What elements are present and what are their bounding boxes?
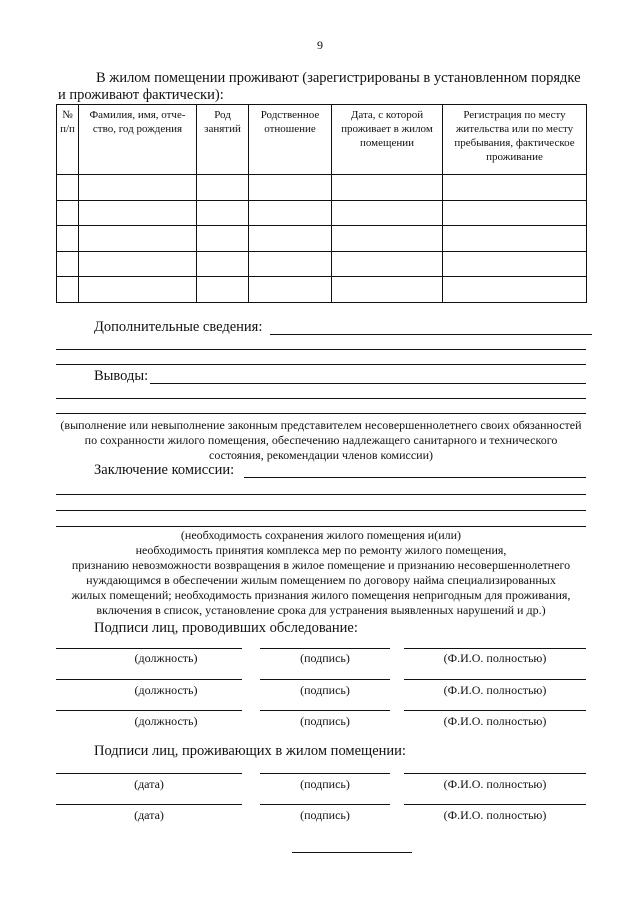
name-caption: (Ф.И.О. полностью) bbox=[443, 714, 547, 728]
commission-caption-line: нуждающимся в обеспечении жилым помещением по договору найма специализированных bbox=[86, 573, 556, 587]
header-full-name: Фамилия, имя, отче- ство, год рождения bbox=[79, 105, 197, 175]
table-cell[interactable] bbox=[443, 277, 587, 303]
header-registration: Регистрация по месту жительства или по месту пребывания, фактическое проживание bbox=[443, 105, 587, 175]
table-cell[interactable] bbox=[79, 277, 197, 303]
page-number: 9 bbox=[317, 38, 323, 52]
table-cell[interactable] bbox=[197, 277, 249, 303]
table-cell[interactable] bbox=[57, 200, 79, 226]
header-number: № п/п bbox=[57, 105, 79, 175]
signature-caption: (подпись) bbox=[300, 714, 350, 728]
name-line[interactable] bbox=[404, 710, 586, 711]
residents-signatures-heading: Подписи лиц, проживающих в жилом помещении: bbox=[94, 743, 406, 759]
header-residence-date: Дата, с которой проживает в жилом помещении bbox=[332, 105, 443, 175]
signature-line[interactable] bbox=[260, 679, 390, 680]
additional-info-line[interactable] bbox=[56, 364, 586, 365]
table-cell[interactable] bbox=[57, 226, 79, 252]
table-cell[interactable] bbox=[249, 251, 332, 277]
table-cell[interactable] bbox=[332, 200, 443, 226]
table-cell[interactable] bbox=[79, 200, 197, 226]
name-line[interactable] bbox=[404, 679, 586, 680]
signature-caption: (подпись) bbox=[300, 651, 350, 665]
additional-info-line[interactable] bbox=[270, 334, 592, 335]
additional-info-label: Дополнительные сведения: bbox=[94, 319, 266, 336]
table-cell[interactable] bbox=[197, 226, 249, 252]
conclusions-line[interactable] bbox=[56, 398, 586, 399]
table-cell[interactable] bbox=[79, 251, 197, 277]
table-row bbox=[57, 226, 587, 252]
table-cell[interactable] bbox=[197, 175, 249, 201]
table-cell[interactable] bbox=[249, 226, 332, 252]
table-cell[interactable] bbox=[57, 277, 79, 303]
signature-line[interactable] bbox=[260, 773, 390, 774]
table-cell[interactable] bbox=[249, 200, 332, 226]
commission-caption bbox=[56, 528, 586, 618]
position-caption: (должность) bbox=[134, 651, 198, 665]
signature-caption: (подпись) bbox=[300, 808, 350, 822]
position-caption: (должность) bbox=[134, 714, 198, 728]
table-cell[interactable] bbox=[443, 251, 587, 277]
footer-divider bbox=[292, 852, 412, 853]
table-cell[interactable] bbox=[443, 226, 587, 252]
inspectors-heading: Подписи лиц, проводивших обследование: bbox=[94, 620, 358, 636]
signature-caption: (подпись) bbox=[300, 683, 350, 697]
table-cell[interactable] bbox=[332, 175, 443, 201]
position-line[interactable] bbox=[56, 648, 242, 649]
table-cell[interactable] bbox=[197, 251, 249, 277]
commission-line[interactable] bbox=[244, 477, 586, 478]
commission-line[interactable] bbox=[56, 494, 586, 495]
commission-caption-line: необходимость принятия комплекса мер по ремонту жилого помещения, bbox=[135, 543, 507, 557]
table-cell[interactable] bbox=[332, 226, 443, 252]
commission-line[interactable] bbox=[56, 510, 586, 511]
date-caption: (дата) bbox=[134, 808, 164, 822]
table-cell[interactable] bbox=[332, 251, 443, 277]
table-cell[interactable] bbox=[79, 175, 197, 201]
commission-caption-line: признанию невозможности возвращения в жилое помещение и признанию несовершеннолетнего bbox=[71, 558, 571, 572]
commission-caption-line: включения в список, установление срока для устранения выявленных нарушений и др.) bbox=[96, 603, 546, 617]
date-caption: (дата) bbox=[134, 777, 164, 791]
table-cell[interactable] bbox=[249, 277, 332, 303]
table-row bbox=[57, 175, 587, 201]
additional-info-line[interactable] bbox=[56, 349, 586, 350]
position-caption: (должность) bbox=[134, 683, 198, 697]
commission-label: Заключение комиссии: bbox=[94, 462, 238, 479]
table-cell[interactable] bbox=[197, 200, 249, 226]
table-cell[interactable] bbox=[443, 175, 587, 201]
table-header-row bbox=[57, 105, 587, 175]
table-row bbox=[57, 200, 587, 226]
conclusions-label: Выводы: bbox=[94, 368, 152, 385]
name-line[interactable] bbox=[404, 773, 586, 774]
intro-text bbox=[58, 70, 588, 104]
name-line[interactable] bbox=[404, 648, 586, 649]
name-caption: (Ф.И.О. полностью) bbox=[443, 683, 547, 697]
name-line[interactable] bbox=[404, 804, 586, 805]
table-cell[interactable] bbox=[443, 200, 587, 226]
name-caption: (Ф.И.О. полностью) bbox=[443, 808, 547, 822]
intro-line-2: и проживают фактически): bbox=[58, 87, 224, 103]
table-cell[interactable] bbox=[332, 277, 443, 303]
table-row bbox=[57, 277, 587, 303]
signature-line[interactable] bbox=[260, 710, 390, 711]
header-relationship: Родственное отношение bbox=[249, 105, 332, 175]
commission-caption-line: (необходимость сохранения жилого помещения и(или) bbox=[180, 528, 462, 542]
intro-line-1: В жилом помещении проживают (зарегистрированы в установленном порядке bbox=[96, 70, 581, 86]
table-cell[interactable] bbox=[249, 175, 332, 201]
name-caption: (Ф.И.О. полностью) bbox=[443, 651, 547, 665]
signature-line[interactable] bbox=[260, 648, 390, 649]
date-line[interactable] bbox=[56, 773, 242, 774]
residents-table bbox=[56, 104, 587, 303]
commission-caption-line: жилых помещений; необходимость признания жилого помещения непригодным для проживания, bbox=[71, 588, 571, 602]
table-row bbox=[57, 251, 587, 277]
position-line[interactable] bbox=[56, 710, 242, 711]
table-cell[interactable] bbox=[57, 251, 79, 277]
signature-caption: (подпись) bbox=[300, 777, 350, 791]
conclusions-line[interactable] bbox=[150, 383, 586, 384]
conclusions-line[interactable] bbox=[56, 413, 586, 414]
table-cell[interactable] bbox=[57, 175, 79, 201]
commission-line[interactable] bbox=[56, 526, 586, 527]
table-cell[interactable] bbox=[79, 226, 197, 252]
header-occupation: Род занятий bbox=[197, 105, 249, 175]
signature-line[interactable] bbox=[260, 804, 390, 805]
position-line[interactable] bbox=[56, 679, 242, 680]
name-caption: (Ф.И.О. полностью) bbox=[443, 777, 547, 791]
conclusions-caption: (выполнение или невыполнение законным представителем несовершеннолетнего своих обязанностей по сохранности жилого помещения, обеспечению надлежащего санитарного и технического состояния, рекомендации членов комиссии) bbox=[60, 418, 582, 462]
date-line[interactable] bbox=[56, 804, 242, 805]
